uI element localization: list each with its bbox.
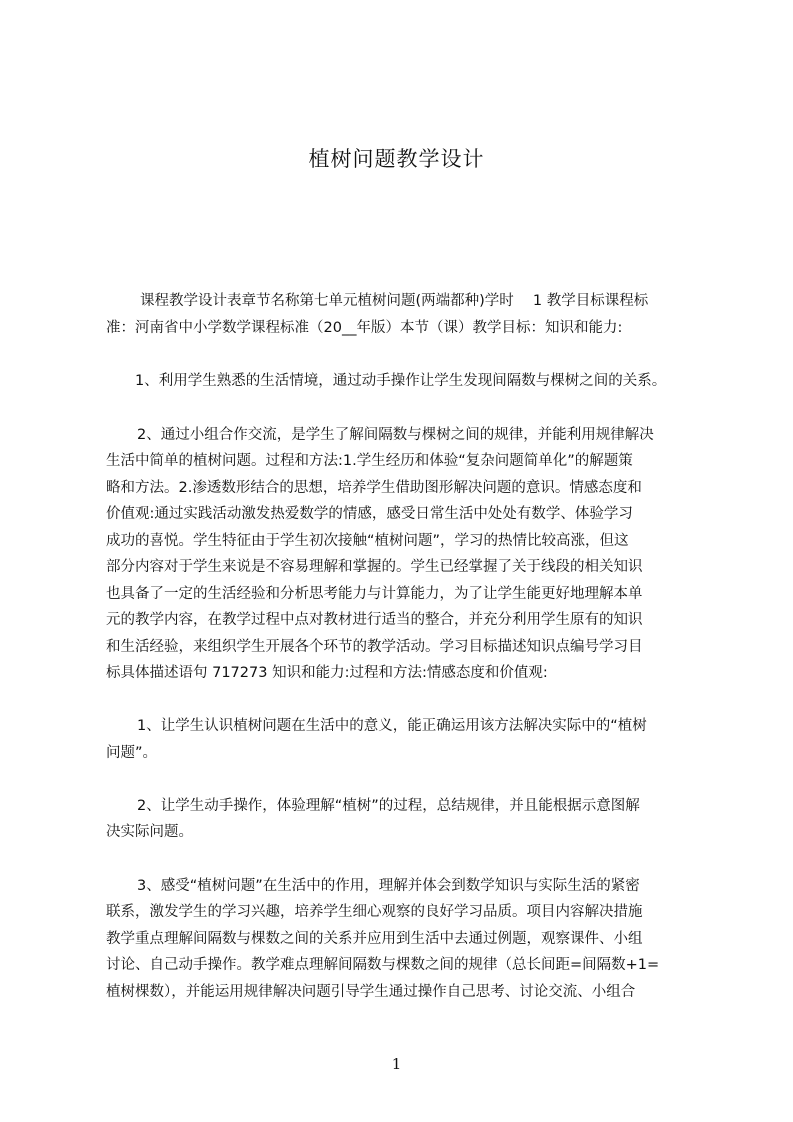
- paragraph-3-line-8: 元的教学内容，在教学过程中点对教材进行适当的整合，并充分利用学生原有的知识: [106, 612, 643, 628]
- paragraph-4-line-2: 问题”。: [106, 745, 158, 761]
- paragraph-3-line-5: 成功的喜悦。学生特征由于学生初次接触“植树问题”，学习的热情比较高涨，但这: [106, 533, 629, 549]
- paragraph-1-line-2: 准：河南省中小学数学课程标准（20__年版）本节（课）教学目标：知识和能力:: [106, 320, 623, 336]
- paragraph-3-line-1: 2、通过小组合作交流，是学生了解间隔数与棵树之间的规律，并能利用规律解决: [137, 427, 654, 443]
- paragraph-2-line-1: 1、利用学生熟悉的生活情境，通过动手操作让学生发现间隔数与棵树之间的关系。: [135, 373, 667, 389]
- document-title: 植树问题教学设计: [308, 147, 485, 171]
- paragraph-3-line-10: 标具体描述语句 717273 知识和能力:过程和方法:情感态度和价值观:: [106, 665, 548, 681]
- paragraph-3-line-9: 和生活经验，来组织学生开展各个环节的教学活动。学习目标描述知识点编号学习目: [106, 639, 643, 655]
- paragraph-5-line-1: 2、让学生动手操作，体验理解“植树”的过程，总结规律，并且能根据示意图解: [137, 798, 640, 814]
- paragraph-5-line-2: 决实际问题。: [106, 824, 193, 840]
- paragraph-3-line-3: 略和方法。2.渗透数形结合的思想，培养学生借助图形解决问题的意识。情感态度和: [106, 480, 642, 496]
- paragraph-3-line-2: 生活中简单的植树问题。过程和方法:1.学生经历和体验“复杂问题简单化”的解题策: [106, 453, 633, 469]
- paragraph-6-line-4: 讨论、自己动手操作。教学难点理解间隔数与棵数之间的规律（总长间距=间隔数+1=: [106, 957, 660, 973]
- page-number: 1: [391, 1055, 402, 1073]
- paragraph-3-line-6: 部分内容对于学生来说是不容易理解和掌握的。学生已经掌握了关于线段的相关知识: [106, 559, 643, 575]
- paragraph-3-line-4: 价值观:通过实践活动激发热爱数学的情感，感受日常生活中处处有数学、体验学习: [106, 506, 633, 522]
- paragraph-6-line-1: 3、感受“植树问题”在生活中的作用，理解并体会到数学知识与实际生活的紧密: [137, 878, 640, 894]
- paragraph-3-line-7: 也具备了一定的生活经验和分析思考能力与计算能力，为了让学生能更好地理解本单: [106, 586, 643, 602]
- paragraph-1-line-1: 课程教学设计表章节名称第七单元植树问题(两端都种)学时 1 教学目标课程标: [140, 293, 649, 309]
- paragraph-4-line-1: 1、让学生认识植树问题在生活中的意义，能正确运用该方法解决实际中的“植树: [137, 718, 647, 734]
- paragraph-6-line-3: 教学重点理解间隔数与棵数之间的关系并应用到生活中去通过例题，观察课件、小组: [106, 931, 643, 947]
- paragraph-6-line-5: 植树棵数），并能运用规律解决问题引导学生通过操作自己思考、讨论交流、小组合: [106, 984, 636, 1000]
- paragraph-6-line-2: 联系，激发学生的学习兴趣，培养学生细心观察的良好学习品质。项目内容解决措施: [106, 904, 643, 920]
